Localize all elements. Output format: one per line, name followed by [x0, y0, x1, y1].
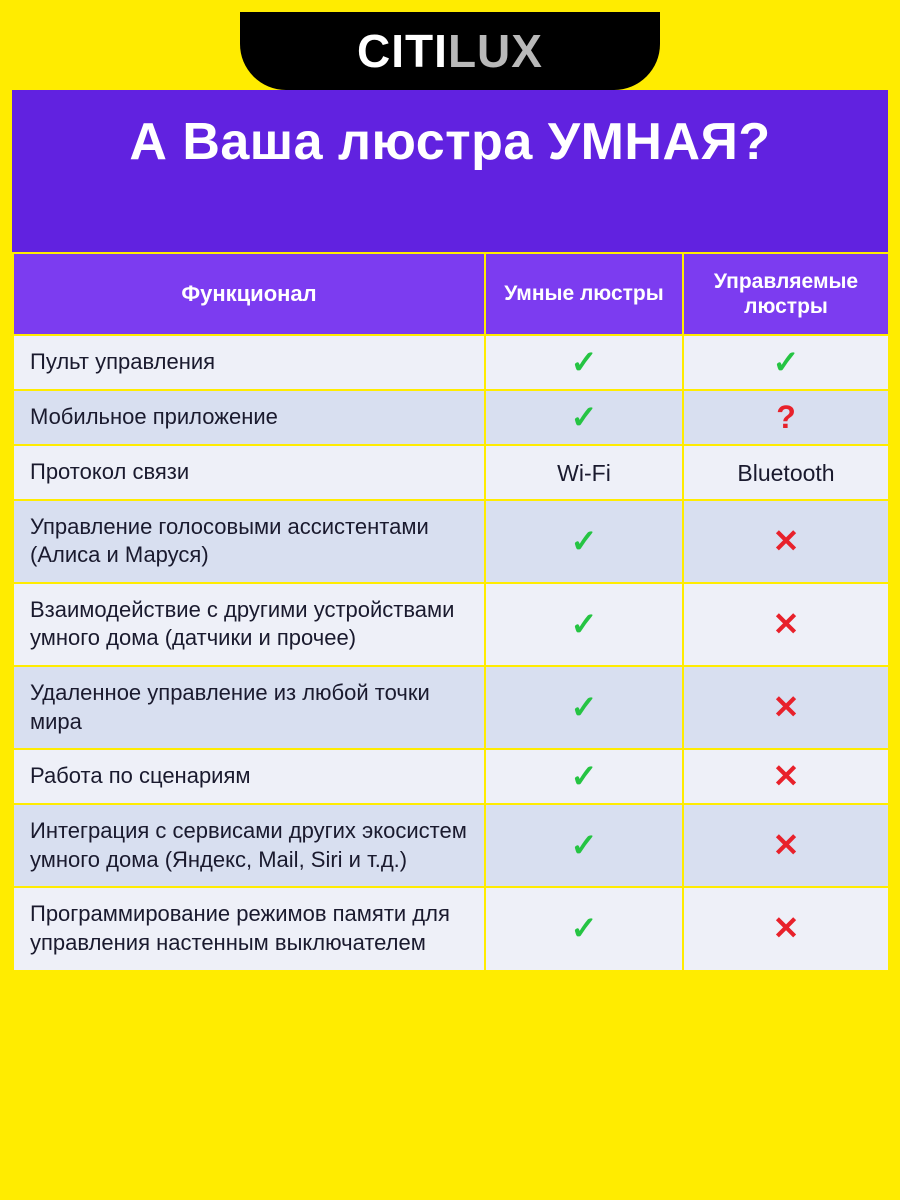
cell-smart — [485, 583, 683, 666]
table-row — [13, 390, 889, 445]
page-title: А Ваша люстра УМНАЯ? — [129, 113, 771, 171]
cell-smart — [485, 804, 683, 887]
brand-notch — [240, 12, 660, 90]
check-icon: ✓ — [570, 689, 598, 726]
check-icon: ✓ — [570, 522, 598, 559]
cell-smart — [485, 749, 683, 804]
cell-feature: Мобильное приложение — [13, 390, 485, 445]
cross-icon: ✕ — [772, 605, 800, 642]
cross-icon: ✕ — [772, 689, 800, 726]
cell-controlled — [683, 583, 889, 666]
cell-controlled — [683, 390, 889, 445]
table-header-row — [13, 253, 889, 335]
comparison-table — [12, 252, 890, 972]
cell-controlled — [683, 887, 889, 970]
table-body — [13, 335, 889, 971]
question-icon: ? — [776, 399, 796, 435]
table-row — [13, 583, 889, 666]
cell-feature: Управление голосовыми ассистентами (Алиса и Маруся) — [13, 500, 485, 583]
table-row — [13, 500, 889, 583]
cross-icon: ✕ — [772, 758, 800, 795]
cell-feature: Взаимодействие с другими устройствами умного дома (датчики и прочее) — [13, 583, 485, 666]
table-row — [13, 804, 889, 887]
cell-controlled — [683, 666, 889, 749]
cross-icon: ✕ — [772, 827, 800, 864]
cell-controlled — [683, 500, 889, 583]
poster-header — [12, 12, 888, 252]
brand-logo — [357, 25, 543, 77]
cell-feature: Пульт управления — [13, 335, 485, 390]
cell-feature: Программирование режимов памяти для управления настенным выключателем — [13, 887, 485, 970]
column-header-smart: Умные люстры — [485, 253, 683, 335]
table-row — [13, 445, 889, 500]
value-text: Bluetooth — [737, 460, 835, 487]
check-icon: ✓ — [570, 605, 598, 642]
cross-icon: ✕ — [772, 522, 800, 559]
cell-smart — [485, 666, 683, 749]
check-icon: ✓ — [772, 344, 800, 380]
table-row — [13, 335, 889, 390]
cell-smart — [485, 335, 683, 390]
column-header-controlled: Управляемые люстры — [683, 253, 889, 335]
value-text: Wi-Fi — [557, 460, 611, 487]
table-head — [13, 253, 889, 335]
cell-feature: Удаленное управление из любой точки мира — [13, 666, 485, 749]
cross-icon: ✕ — [772, 910, 800, 947]
column-header-feature: Функционал — [13, 253, 485, 335]
brand-bar — [12, 12, 888, 90]
brand-logo-citi: CITI — [357, 25, 448, 77]
table-row — [13, 887, 889, 970]
check-icon: ✓ — [570, 827, 598, 864]
cell-controlled — [683, 335, 889, 390]
brand-logo-lux: LUX — [447, 25, 543, 77]
check-icon: ✓ — [570, 758, 598, 795]
check-icon: ✓ — [570, 344, 598, 380]
cell-smart — [485, 390, 683, 445]
cell-controlled — [683, 749, 889, 804]
cell-feature: Интеграция с сервисами других экосистем умного дома (Яндекс, Mail, Siri и т.д.) — [13, 804, 485, 887]
cell-feature: Протокол связи — [13, 445, 485, 500]
cell-controlled — [683, 445, 889, 500]
check-icon: ✓ — [570, 399, 598, 435]
check-icon: ✓ — [570, 910, 598, 947]
table-row — [13, 666, 889, 749]
cell-feature: Работа по сценариям — [13, 749, 485, 804]
cell-controlled — [683, 804, 889, 887]
cell-smart — [485, 500, 683, 583]
cell-smart — [485, 445, 683, 500]
cell-smart — [485, 887, 683, 970]
table-row — [13, 749, 889, 804]
